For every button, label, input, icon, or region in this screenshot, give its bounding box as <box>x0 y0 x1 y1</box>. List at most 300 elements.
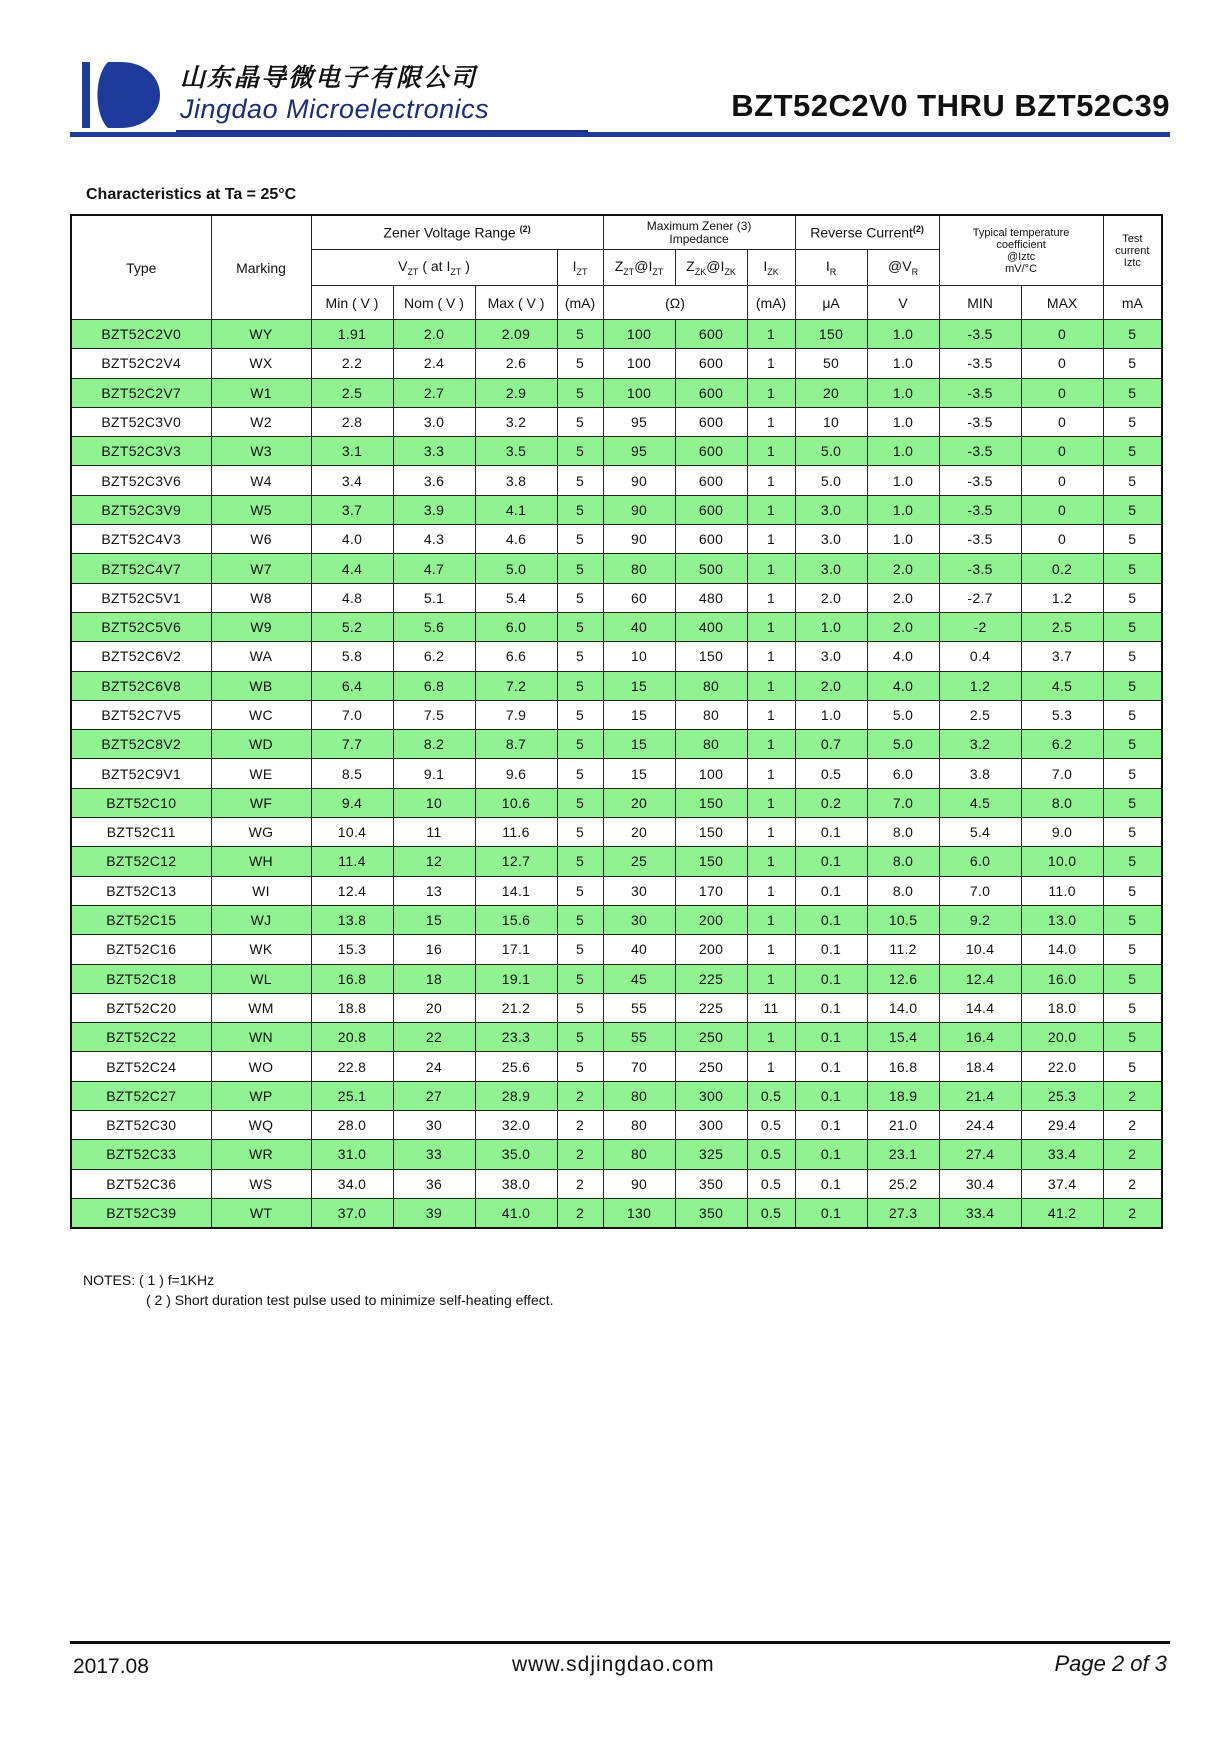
cell-marking: WK <box>211 935 311 964</box>
cell-marking: WA <box>211 642 311 671</box>
cell-ir: 0.1 <box>795 1140 867 1169</box>
cell-vr: 16.8 <box>867 1052 939 1081</box>
cell-vr: 1.0 <box>867 407 939 436</box>
cell-vz-min: 37.0 <box>311 1198 393 1228</box>
cell-type: BZT52C9V1 <box>71 759 211 788</box>
cell-tc-min: -3.5 <box>939 525 1021 554</box>
cell-test-current: 2 <box>1103 1169 1162 1198</box>
cell-zzt: 40 <box>603 612 675 641</box>
cell-zzt: 80 <box>603 1140 675 1169</box>
cell-vz-nom: 3.6 <box>393 466 475 495</box>
cell-tc-max: 1.2 <box>1021 583 1103 612</box>
cell-vz-min: 2.2 <box>311 349 393 378</box>
cell-vz-min: 10.4 <box>311 818 393 847</box>
header-izk-unit: (mA) <box>747 286 795 320</box>
cell-izk: 1 <box>747 700 795 729</box>
cell-vz-nom: 4.3 <box>393 525 475 554</box>
cell-marking: W7 <box>211 554 311 583</box>
cell-vz-nom: 4.7 <box>393 554 475 583</box>
page-header <box>70 40 1170 140</box>
cell-izk: 1 <box>747 847 795 876</box>
header-vr: $@V_R$ <box>867 250 939 286</box>
cell-vr: 1.0 <box>867 525 939 554</box>
cell-vr: 2.0 <box>867 612 939 641</box>
cell-vz-min: 18.8 <box>311 993 393 1022</box>
cell-zzt: 20 <box>603 788 675 817</box>
cell-test-current: 5 <box>1103 1023 1162 1052</box>
cell-zzt: 55 <box>603 993 675 1022</box>
cell-vr: 4.0 <box>867 642 939 671</box>
cell-izk: 1 <box>747 554 795 583</box>
cell-vz-max: 15.6 <box>475 905 557 934</box>
cell-zzk: 200 <box>675 905 747 934</box>
cell-ir: 0.1 <box>795 1111 867 1140</box>
header-rule <box>70 132 1170 137</box>
cell-marking: WO <box>211 1052 311 1081</box>
cell-tc-min: 24.4 <box>939 1111 1021 1140</box>
header-ohm-unit: (Ω) <box>603 286 747 320</box>
cell-vz-nom: 3.3 <box>393 437 475 466</box>
header-zzt: $Z_{ZT}@I_{ZT}$ <box>603 250 675 286</box>
cell-vr: 2.0 <box>867 583 939 612</box>
cell-vr: 5.0 <box>867 730 939 759</box>
cell-ir: 1.0 <box>795 612 867 641</box>
cell-tc-max: 20.0 <box>1021 1023 1103 1052</box>
cell-vz-max: 12.7 <box>475 847 557 876</box>
cell-tc-min: -3.5 <box>939 349 1021 378</box>
cell-vz-min: 6.4 <box>311 671 393 700</box>
cell-marking: W6 <box>211 525 311 554</box>
cell-zzk: 200 <box>675 935 747 964</box>
cell-zzk: 250 <box>675 1023 747 1052</box>
cell-marking: WM <box>211 993 311 1022</box>
cell-test-current: 5 <box>1103 993 1162 1022</box>
cell-marking: WR <box>211 1140 311 1169</box>
table-row <box>71 378 1162 407</box>
cell-izt: 2 <box>557 1198 603 1228</box>
cell-test-current: 5 <box>1103 612 1162 641</box>
cell-tc-max: 18.0 <box>1021 993 1103 1022</box>
cell-vr: 1.0 <box>867 378 939 407</box>
cell-type: BZT52C2V7 <box>71 378 211 407</box>
cell-zzk: 400 <box>675 612 747 641</box>
cell-zzk: 250 <box>675 1052 747 1081</box>
cell-marking: W9 <box>211 612 311 641</box>
cell-izt: 5 <box>557 466 603 495</box>
cell-vr: 4.0 <box>867 671 939 700</box>
cell-izt: 2 <box>557 1111 603 1140</box>
cell-marking: WS <box>211 1169 311 1198</box>
cell-type: BZT52C18 <box>71 964 211 993</box>
header-ua-unit: μA <box>795 286 867 320</box>
cell-izt: 5 <box>557 554 603 583</box>
cell-test-current: 5 <box>1103 525 1162 554</box>
cell-vz-min: 31.0 <box>311 1140 393 1169</box>
cell-vr: 25.2 <box>867 1169 939 1198</box>
cell-tc-max: 0 <box>1021 320 1103 349</box>
cell-ir: 20 <box>795 378 867 407</box>
cell-vz-max: 28.9 <box>475 1081 557 1110</box>
cell-izk: 1 <box>747 905 795 934</box>
cell-zzt: 130 <box>603 1198 675 1228</box>
cell-test-current: 5 <box>1103 554 1162 583</box>
cell-tc-min: 3.2 <box>939 730 1021 759</box>
cell-vz-nom: 39 <box>393 1198 475 1228</box>
cell-izk: 1 <box>747 525 795 554</box>
cell-izt: 5 <box>557 700 603 729</box>
cell-vz-min: 1.91 <box>311 320 393 349</box>
cell-tc-max: 9.0 <box>1021 818 1103 847</box>
cell-vr: 18.9 <box>867 1081 939 1110</box>
cell-test-current: 5 <box>1103 905 1162 934</box>
cell-vz-min: 3.1 <box>311 437 393 466</box>
table-row <box>71 320 1162 349</box>
cell-ir: 0.2 <box>795 788 867 817</box>
table-row <box>71 788 1162 817</box>
table-row <box>71 466 1162 495</box>
cell-vz-max: 7.9 <box>475 700 557 729</box>
header-test-current: Test current Iztc <box>1103 215 1162 286</box>
cell-ir: 3.0 <box>795 554 867 583</box>
cell-test-current: 5 <box>1103 700 1162 729</box>
cell-type: BZT52C20 <box>71 993 211 1022</box>
note-2: ( 2 ) Short duration test pulse used to minimize self-heating effect. <box>146 1292 554 1308</box>
header-max-impedance: Maximum Zener (3) Impedance <box>603 215 795 250</box>
footer-url[interactable]: www.sdjingdao.com <box>512 1653 715 1676</box>
cell-zzk: 600 <box>675 320 747 349</box>
cell-zzt: 40 <box>603 935 675 964</box>
cell-type: BZT52C4V3 <box>71 525 211 554</box>
cell-vz-max: 2.09 <box>475 320 557 349</box>
cell-izt: 5 <box>557 407 603 436</box>
cell-izt: 5 <box>557 847 603 876</box>
cell-test-current: 5 <box>1103 818 1162 847</box>
cell-zzt: 80 <box>603 1081 675 1110</box>
cell-izk: 1 <box>747 466 795 495</box>
cell-tc-max: 0 <box>1021 525 1103 554</box>
cell-tc-min: 3.8 <box>939 759 1021 788</box>
table-row <box>71 437 1162 466</box>
cell-tc-max: 3.7 <box>1021 642 1103 671</box>
cell-tc-min: 10.4 <box>939 935 1021 964</box>
header-izt-unit: (mA) <box>557 286 603 320</box>
cell-tc-max: 29.4 <box>1021 1111 1103 1140</box>
table-row <box>71 1198 1162 1228</box>
company-name-en: Jingdao Microelectronics <box>180 94 490 124</box>
cell-ir: 5.0 <box>795 466 867 495</box>
cell-vz-min: 7.0 <box>311 700 393 729</box>
cell-tc-max: 0 <box>1021 349 1103 378</box>
cell-vr: 8.0 <box>867 847 939 876</box>
cell-ir: 3.0 <box>795 525 867 554</box>
cell-vz-min: 22.8 <box>311 1052 393 1081</box>
cell-vz-min: 3.4 <box>311 466 393 495</box>
table-row <box>71 671 1162 700</box>
cell-vz-max: 38.0 <box>475 1169 557 1198</box>
cell-vz-nom: 24 <box>393 1052 475 1081</box>
cell-type: BZT52C7V5 <box>71 700 211 729</box>
cell-zzk: 600 <box>675 525 747 554</box>
cell-test-current: 5 <box>1103 583 1162 612</box>
cell-test-current: 5 <box>1103 495 1162 524</box>
table-row <box>71 1140 1162 1169</box>
cell-izt: 5 <box>557 788 603 817</box>
header-temp-coefficient: Typical temperature coefficient @Iztc mV/°C <box>939 215 1103 286</box>
header-reverse-current: Reverse Current$^{(2)}$ <box>795 215 939 250</box>
cell-marking: W3 <box>211 437 311 466</box>
cell-zzk: 600 <box>675 407 747 436</box>
cell-izk: 1 <box>747 495 795 524</box>
cell-tc-min: 12.4 <box>939 964 1021 993</box>
cell-vz-max: 14.1 <box>475 876 557 905</box>
header-izk: $I_{ZK}$ <box>747 250 795 286</box>
cell-zzt: 100 <box>603 349 675 378</box>
cell-vz-nom: 6.8 <box>393 671 475 700</box>
cell-type: BZT52C24 <box>71 1052 211 1081</box>
cell-tc-min: 0.4 <box>939 642 1021 671</box>
cell-test-current: 2 <box>1103 1111 1162 1140</box>
cell-type: BZT52C16 <box>71 935 211 964</box>
cell-marking: WH <box>211 847 311 876</box>
cell-izt: 2 <box>557 1081 603 1110</box>
cell-zzt: 45 <box>603 964 675 993</box>
cell-zzk: 80 <box>675 700 747 729</box>
cell-ir: 0.1 <box>795 1023 867 1052</box>
cell-vz-nom: 2.7 <box>393 378 475 407</box>
cell-izk: 1 <box>747 788 795 817</box>
cell-vz-min: 11.4 <box>311 847 393 876</box>
cell-vz-nom: 3.0 <box>393 407 475 436</box>
cell-tc-min: 14.4 <box>939 993 1021 1022</box>
cell-vr: 1.0 <box>867 320 939 349</box>
cell-marking: WJ <box>211 905 311 934</box>
cell-type: BZT52C11 <box>71 818 211 847</box>
cell-vr: 5.0 <box>867 700 939 729</box>
table-row <box>71 876 1162 905</box>
cell-zzk: 150 <box>675 847 747 876</box>
cell-type: BZT52C5V1 <box>71 583 211 612</box>
cell-vz-min: 16.8 <box>311 964 393 993</box>
cell-test-current: 5 <box>1103 642 1162 671</box>
cell-zzk: 350 <box>675 1169 747 1198</box>
table-row <box>71 495 1162 524</box>
header-vzt: $V_{ZT}$ ( at $I_{ZT}$ ) <box>311 250 557 286</box>
cell-izk: 1 <box>747 730 795 759</box>
cell-vz-max: 6.0 <box>475 612 557 641</box>
cell-vr: 7.0 <box>867 788 939 817</box>
cell-zzt: 30 <box>603 905 675 934</box>
cell-zzt: 90 <box>603 1169 675 1198</box>
cell-izt: 5 <box>557 730 603 759</box>
table-body <box>71 320 1162 1229</box>
table-row <box>71 759 1162 788</box>
cell-izk: 1 <box>747 935 795 964</box>
cell-zzk: 150 <box>675 788 747 817</box>
cell-vz-min: 4.4 <box>311 554 393 583</box>
cell-zzt: 15 <box>603 759 675 788</box>
cell-marking: WT <box>211 1198 311 1228</box>
cell-type: BZT52C4V7 <box>71 554 211 583</box>
cell-tc-max: 11.0 <box>1021 876 1103 905</box>
cell-vz-max: 35.0 <box>475 1140 557 1169</box>
table-row <box>71 554 1162 583</box>
cell-marking: WL <box>211 964 311 993</box>
cell-zzk: 600 <box>675 495 747 524</box>
cell-izk: 1 <box>747 818 795 847</box>
cell-marking: WD <box>211 730 311 759</box>
cell-izt: 5 <box>557 935 603 964</box>
cell-zzk: 150 <box>675 818 747 847</box>
cell-vz-min: 7.7 <box>311 730 393 759</box>
cell-marking: WB <box>211 671 311 700</box>
cell-ir: 2.0 <box>795 583 867 612</box>
cell-test-current: 5 <box>1103 407 1162 436</box>
cell-tc-max: 25.3 <box>1021 1081 1103 1110</box>
cell-tc-min: 30.4 <box>939 1169 1021 1198</box>
cell-vr: 2.0 <box>867 554 939 583</box>
table-row <box>71 1052 1162 1081</box>
cell-ir: 0.1 <box>795 1198 867 1228</box>
footer-page-number: Page 2 of 3 <box>1054 1651 1167 1676</box>
cell-zzt: 15 <box>603 700 675 729</box>
cell-izt: 5 <box>557 1023 603 1052</box>
table-row <box>71 993 1162 1022</box>
cell-zzt: 80 <box>603 1111 675 1140</box>
cell-ir: 0.1 <box>795 818 867 847</box>
cell-vr: 12.6 <box>867 964 939 993</box>
cell-tc-min: 1.2 <box>939 671 1021 700</box>
cell-tc-min: 27.4 <box>939 1140 1021 1169</box>
cell-vz-nom: 36 <box>393 1169 475 1198</box>
cell-vz-max: 7.2 <box>475 671 557 700</box>
table-row <box>71 730 1162 759</box>
cell-tc-min: -3.5 <box>939 495 1021 524</box>
cell-vz-min: 5.2 <box>311 612 393 641</box>
cell-vr: 1.0 <box>867 437 939 466</box>
cell-tc-max: 37.4 <box>1021 1169 1103 1198</box>
cell-test-current: 5 <box>1103 935 1162 964</box>
cell-test-current: 5 <box>1103 964 1162 993</box>
cell-marking: WI <box>211 876 311 905</box>
table-header <box>71 215 1162 320</box>
cell-izt: 2 <box>557 1169 603 1198</box>
table-row <box>71 905 1162 934</box>
cell-tc-max: 7.0 <box>1021 759 1103 788</box>
company-name-cn: 山东晶导微电子有限公司 <box>180 63 478 92</box>
cell-ir: 50 <box>795 349 867 378</box>
cell-tc-min: 33.4 <box>939 1198 1021 1228</box>
cell-marking: W1 <box>211 378 311 407</box>
footer-date: 2017.08 <box>73 1655 149 1678</box>
cell-tc-max: 41.2 <box>1021 1198 1103 1228</box>
cell-tc-min: 7.0 <box>939 876 1021 905</box>
cell-izt: 5 <box>557 349 603 378</box>
table-row <box>71 964 1162 993</box>
cell-vz-nom: 27 <box>393 1081 475 1110</box>
cell-zzk: 225 <box>675 993 747 1022</box>
cell-vz-min: 5.8 <box>311 642 393 671</box>
cell-vz-max: 3.2 <box>475 407 557 436</box>
header-max-v: Max ( V ) <box>475 286 557 320</box>
cell-zzk: 500 <box>675 554 747 583</box>
cell-test-current: 5 <box>1103 876 1162 905</box>
cell-zzt: 90 <box>603 466 675 495</box>
cell-tc-min: -3.5 <box>939 466 1021 495</box>
cell-marking: WQ <box>211 1111 311 1140</box>
cell-vz-min: 20.8 <box>311 1023 393 1052</box>
cell-vr: 27.3 <box>867 1198 939 1228</box>
cell-vz-max: 3.8 <box>475 466 557 495</box>
cell-type: BZT52C33 <box>71 1140 211 1169</box>
header-izt: $I_{ZT}$ <box>557 250 603 286</box>
cell-ir: 0.1 <box>795 1052 867 1081</box>
cell-izk: 1 <box>747 612 795 641</box>
cell-zzk: 350 <box>675 1198 747 1228</box>
cell-vz-nom: 2.0 <box>393 320 475 349</box>
cell-tc-min: -3.5 <box>939 378 1021 407</box>
cell-zzk: 600 <box>675 349 747 378</box>
cell-izk: 1 <box>747 349 795 378</box>
cell-vz-nom: 5.1 <box>393 583 475 612</box>
cell-zzt: 90 <box>603 495 675 524</box>
cell-izt: 5 <box>557 759 603 788</box>
cell-zzt: 70 <box>603 1052 675 1081</box>
cell-tc-min: -3.5 <box>939 554 1021 583</box>
header-v-unit: V <box>867 286 939 320</box>
cell-vz-nom: 22 <box>393 1023 475 1052</box>
cell-tc-min: 9.2 <box>939 905 1021 934</box>
cell-izk: 1 <box>747 642 795 671</box>
cell-tc-min: 5.4 <box>939 818 1021 847</box>
cell-vz-nom: 9.1 <box>393 759 475 788</box>
cell-izt: 5 <box>557 905 603 934</box>
cell-tc-min: 18.4 <box>939 1052 1021 1081</box>
header-ma-unit: mA <box>1103 286 1162 320</box>
cell-type: BZT52C6V8 <box>71 671 211 700</box>
cell-vz-min: 25.1 <box>311 1081 393 1110</box>
cell-zzk: 600 <box>675 466 747 495</box>
cell-izk: 1 <box>747 671 795 700</box>
cell-tc-max: 14.0 <box>1021 935 1103 964</box>
cell-zzk: 600 <box>675 437 747 466</box>
cell-tc-min: -3.5 <box>939 320 1021 349</box>
cell-ir: 0.1 <box>795 905 867 934</box>
cell-vz-max: 2.6 <box>475 349 557 378</box>
cell-vz-max: 32.0 <box>475 1111 557 1140</box>
table-row <box>71 583 1162 612</box>
cell-zzt: 10 <box>603 642 675 671</box>
cell-izk: 0.5 <box>747 1169 795 1198</box>
cell-type: BZT52C15 <box>71 905 211 934</box>
cell-vz-min: 2.8 <box>311 407 393 436</box>
section-title: Characteristics at Ta = 25°C <box>86 186 297 203</box>
cell-tc-min: 6.0 <box>939 847 1021 876</box>
header-ir: $I_R$ <box>795 250 867 286</box>
header-zener-range: Zener Voltage Range $^{(2)}$ <box>311 215 603 250</box>
cell-vz-min: 12.4 <box>311 876 393 905</box>
cell-vz-max: 19.1 <box>475 964 557 993</box>
cell-izk: 1 <box>747 320 795 349</box>
cell-zzt: 80 <box>603 554 675 583</box>
cell-vz-nom: 30 <box>393 1111 475 1140</box>
cell-zzt: 30 <box>603 876 675 905</box>
cell-izk: 1 <box>747 437 795 466</box>
cell-test-current: 2 <box>1103 1198 1162 1228</box>
cell-test-current: 5 <box>1103 349 1162 378</box>
cell-vz-nom: 20 <box>393 993 475 1022</box>
cell-izk: 1 <box>747 1052 795 1081</box>
cell-ir: 0.7 <box>795 730 867 759</box>
